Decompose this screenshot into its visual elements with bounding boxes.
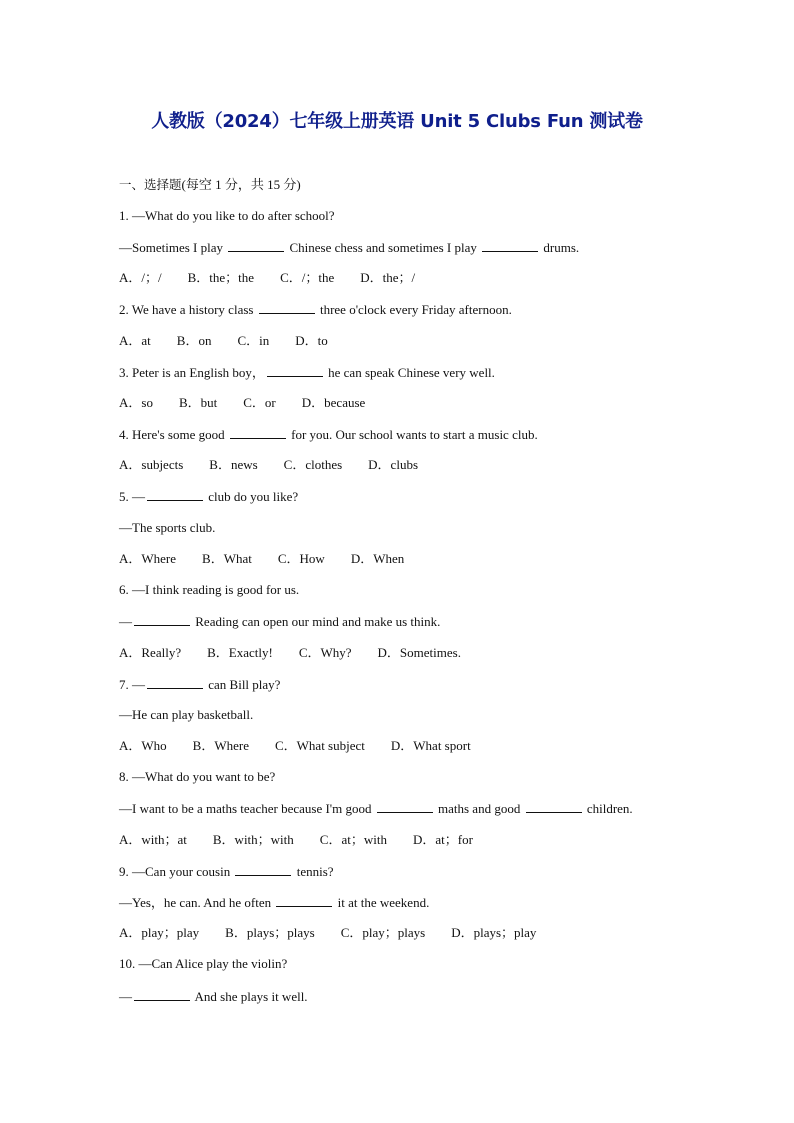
- option-c[interactable]: C．play；plays: [340, 925, 426, 940]
- options-7: [119, 738, 471, 754]
- reply-text: it at the weekend.: [337, 895, 430, 910]
- option-b[interactable]: B．with；with: [212, 832, 294, 847]
- option-b[interactable]: B．on: [176, 333, 212, 348]
- option-d[interactable]: D．plays；play: [451, 925, 537, 940]
- question-7: [119, 676, 280, 693]
- options-5: [119, 551, 404, 567]
- option-c[interactable]: C．at；with: [319, 832, 387, 847]
- reply-text: —Yes，he can. And he often: [119, 895, 272, 910]
- reply-text: children.: [586, 801, 633, 816]
- question-text: 1. —What do you like to do after school?: [119, 208, 335, 223]
- option-d[interactable]: D．clubs: [368, 457, 419, 472]
- option-b[interactable]: B．the；the: [187, 270, 255, 285]
- question-7-reply: [119, 707, 253, 723]
- question-text: for you. Our school wants to start a music club.: [291, 427, 538, 442]
- section-heading: [119, 177, 301, 193]
- reply-text: And she plays it well.: [194, 989, 308, 1004]
- question-text: can Bill play?: [208, 677, 281, 692]
- question-1: [119, 208, 335, 224]
- question-text: 7. —: [119, 677, 145, 692]
- option-b[interactable]: B．What: [202, 551, 252, 566]
- question-text: 6. —I think reading is good for us.: [119, 582, 300, 597]
- option-b[interactable]: B．but: [178, 395, 218, 410]
- option-d[interactable]: D．at；for: [412, 832, 473, 847]
- reply-text: drums.: [543, 240, 580, 255]
- option-a[interactable]: A．subjects: [119, 457, 184, 472]
- option-d[interactable]: D．What sport: [390, 738, 471, 753]
- question-text: three o'clock every Friday afternoon.: [319, 302, 512, 317]
- options-3: [119, 395, 365, 411]
- answer-blank[interactable]: [526, 800, 582, 813]
- reply-text: Reading can open our mind and make us think.: [195, 614, 441, 629]
- reply-text: —: [119, 614, 132, 629]
- answer-blank[interactable]: [228, 239, 284, 252]
- question-text: 3. Peter is an English boy，: [119, 365, 265, 380]
- reply-text: —I want to be a maths teacher because I'm good: [119, 801, 372, 816]
- question-9-reply: [119, 894, 429, 911]
- question-5-reply: [119, 520, 215, 536]
- options-2: [119, 333, 328, 349]
- options-8: [119, 832, 473, 848]
- reply-text: —: [119, 989, 132, 1004]
- option-d[interactable]: D．to: [295, 333, 328, 348]
- question-9: [119, 863, 334, 880]
- answer-blank[interactable]: [267, 364, 323, 377]
- question-2: [119, 301, 512, 318]
- question-10: [119, 956, 287, 972]
- answer-blank[interactable]: [259, 301, 315, 314]
- reply-text: —Sometimes I play: [119, 240, 223, 255]
- option-c[interactable]: C．How: [277, 551, 325, 566]
- question-1-reply: [119, 239, 579, 256]
- question-8: [119, 769, 275, 785]
- answer-blank[interactable]: [276, 894, 332, 907]
- option-a[interactable]: A．at: [119, 333, 151, 348]
- question-6-reply: [119, 613, 440, 630]
- question-8-reply: [119, 800, 633, 817]
- question-5: [119, 488, 298, 505]
- options-9: [119, 925, 536, 941]
- question-3: [119, 364, 495, 381]
- section-score-note: (每空 1 分，共 15 分): [181, 177, 301, 192]
- options-1: [119, 270, 415, 286]
- question-text: 5. —: [119, 489, 145, 504]
- option-a[interactable]: A．/；/: [119, 270, 162, 285]
- option-c[interactable]: C．Why?: [298, 645, 352, 660]
- option-a[interactable]: A．Really?: [119, 645, 182, 660]
- answer-blank[interactable]: [147, 488, 203, 501]
- answer-blank[interactable]: [377, 800, 433, 813]
- section-heading-label: 一、选择题: [119, 177, 182, 192]
- question-text: club do you like?: [208, 489, 299, 504]
- option-c[interactable]: C．What subject: [274, 738, 365, 753]
- question-4: [119, 426, 538, 443]
- option-c[interactable]: C．in: [237, 333, 270, 348]
- answer-blank[interactable]: [482, 239, 538, 252]
- question-text: he can speak Chinese very well.: [328, 365, 495, 380]
- page-title: 人教版（2024）七年级上册英语 Unit 5 Clubs Fun 测试卷: [151, 111, 643, 132]
- answer-blank[interactable]: [134, 988, 190, 1001]
- options-6: [119, 645, 461, 661]
- answer-blank[interactable]: [230, 426, 286, 439]
- option-c[interactable]: C．or: [243, 395, 276, 410]
- answer-blank[interactable]: [147, 676, 203, 689]
- question-text: 8. —What do you want to be?: [119, 769, 276, 784]
- option-a[interactable]: A．Who: [119, 738, 167, 753]
- question-text: 9. —Can your cousin: [119, 864, 231, 879]
- question-text: 10. —Can Alice play the violin?: [119, 956, 288, 971]
- question-text: 4. Here's some good: [119, 427, 225, 442]
- options-4: [119, 457, 418, 473]
- question-text: 2. We have a history class: [119, 302, 254, 317]
- option-c[interactable]: C．/；the: [280, 270, 335, 285]
- question-10-reply: [119, 988, 308, 1005]
- reply-text: —The sports club.: [119, 520, 216, 535]
- option-a[interactable]: A．Where: [119, 551, 177, 566]
- option-d[interactable]: D．the；/: [360, 270, 416, 285]
- reply-text: Chinese chess and sometimes I play: [289, 240, 477, 255]
- answer-blank[interactable]: [235, 863, 291, 876]
- option-d[interactable]: D．Sometimes.: [377, 645, 461, 660]
- option-c[interactable]: C．clothes: [283, 457, 343, 472]
- option-d[interactable]: D．because: [301, 395, 366, 410]
- reply-text: —He can play basketball.: [119, 707, 254, 722]
- reply-text: maths and good: [438, 801, 521, 816]
- option-b[interactable]: B．Exactly!: [207, 645, 273, 660]
- option-a[interactable]: A．play；play: [119, 925, 200, 940]
- answer-blank[interactable]: [134, 613, 190, 626]
- option-b[interactable]: B．plays；plays: [225, 925, 315, 940]
- option-a[interactable]: A．with；at: [119, 832, 187, 847]
- question-6: [119, 582, 299, 598]
- option-d[interactable]: D．When: [350, 551, 405, 566]
- option-b[interactable]: B．news: [209, 457, 258, 472]
- option-b[interactable]: B．Where: [192, 738, 249, 753]
- option-a[interactable]: A．so: [119, 395, 153, 410]
- question-text: tennis?: [296, 864, 334, 879]
